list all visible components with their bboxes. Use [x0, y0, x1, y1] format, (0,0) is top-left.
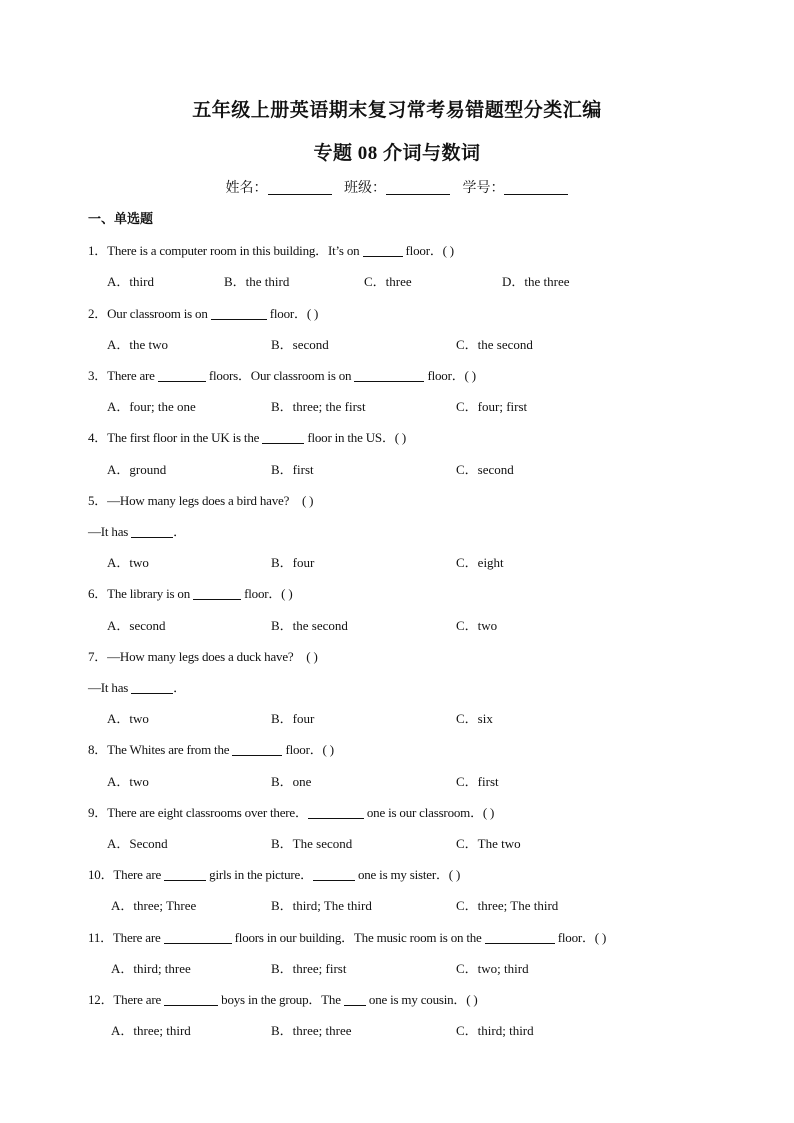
answer-blank[interactable] — [344, 993, 366, 1006]
answer-blank[interactable] — [131, 681, 173, 694]
question-number: 4． — [88, 430, 108, 445]
answer-blank[interactable] — [164, 868, 206, 881]
answer-blank[interactable] — [262, 431, 304, 444]
name-label: 姓名： — [225, 180, 268, 196]
question-number: 8． — [88, 742, 108, 757]
option-c[interactable]: C．first — [456, 774, 499, 789]
question-text: ． — [173, 680, 186, 695]
option-c[interactable]: C．four; first — [456, 399, 528, 414]
option-c[interactable]: C．eight — [456, 555, 504, 570]
option-b[interactable]: B．second — [271, 337, 329, 352]
option-a[interactable]: A．two — [107, 711, 149, 726]
question-text: —How many legs does a bird have? ( ) — [107, 493, 314, 508]
answer-blank[interactable] — [193, 587, 241, 600]
question-text: The library is on — [107, 586, 194, 601]
option-b[interactable]: B．three; first — [271, 961, 347, 976]
id-label: 学号： — [462, 180, 505, 196]
option-b[interactable]: B．one — [271, 774, 312, 789]
option-b[interactable]: B．The second — [271, 836, 353, 851]
question-text: —How many legs does a duck have? ( ) — [107, 649, 318, 664]
question-text: There is a computer room in this building．It’s on — [107, 243, 363, 258]
answer-blank[interactable] — [158, 369, 206, 382]
option-c[interactable]: C．two; third — [456, 961, 529, 976]
question-number: 3． — [88, 368, 108, 383]
option-a[interactable]: A．ground — [107, 462, 167, 477]
option-a[interactable]: A．second — [107, 618, 166, 633]
option-b[interactable]: B．three; the first — [271, 399, 366, 414]
answer-blank[interactable] — [313, 868, 355, 881]
answer-blank[interactable] — [308, 806, 364, 819]
option-a[interactable]: A．two — [107, 774, 149, 789]
question-text: girls in the picture． — [206, 867, 313, 882]
option-a[interactable]: A．the two — [107, 337, 169, 352]
option-c[interactable]: C．third; third — [456, 1023, 534, 1038]
question-text: one is my cousin．( ) — [365, 992, 478, 1007]
option-b[interactable]: B．three; three — [271, 1023, 352, 1038]
question-number: 5． — [88, 493, 108, 508]
answer-blank[interactable] — [211, 307, 267, 320]
page-title: 五年级上册英语期末复习常考易错题型分类汇编 — [192, 100, 602, 121]
option-b[interactable]: B．first — [271, 462, 314, 477]
option-c[interactable]: C．six — [456, 711, 493, 726]
section-title: 一、单选题 — [88, 212, 154, 227]
option-c[interactable]: C．three — [364, 274, 412, 289]
question-text: floor．( ) — [554, 930, 607, 945]
option-c[interactable]: C．the second — [456, 337, 533, 352]
name-blank[interactable] — [268, 180, 332, 195]
class-blank[interactable] — [386, 180, 450, 195]
question-number: 6． — [88, 586, 108, 601]
option-b[interactable]: B．third; The third — [271, 898, 372, 913]
question-5-answer-line — [88, 521, 186, 540]
question-text: floors in our building．The music room is on the — [231, 930, 485, 945]
option-a[interactable]: A．three; Three — [111, 898, 197, 913]
option-b[interactable]: B．the third — [224, 274, 290, 289]
question-number: 7． — [88, 649, 108, 664]
question-2 — [88, 303, 318, 322]
question-text: floor．( ) — [266, 306, 319, 321]
option-a[interactable]: A．three; third — [111, 1023, 191, 1038]
answer-blank[interactable] — [164, 993, 218, 1006]
answer-blank[interactable] — [363, 244, 403, 257]
question-text: The Whites are from the — [107, 742, 233, 757]
question-text: floors．Our classroom is on — [205, 368, 355, 383]
option-a[interactable]: A．third — [107, 274, 154, 289]
option-a[interactable]: A．two — [107, 555, 149, 570]
option-b[interactable]: B．four — [271, 555, 315, 570]
question-3 — [88, 365, 476, 384]
question-text: floor．( ) — [402, 243, 454, 258]
question-10 — [88, 864, 460, 883]
option-a[interactable]: A．Second — [107, 836, 168, 851]
question-number: 11． — [88, 930, 113, 945]
question-5 — [88, 490, 313, 509]
question-6 — [88, 583, 292, 602]
option-b[interactable]: B．four — [271, 711, 315, 726]
question-8 — [88, 739, 334, 758]
option-d[interactable]: D．the three — [502, 274, 570, 289]
question-text: There are — [112, 930, 164, 945]
question-text: one is my sister．( ) — [354, 867, 461, 882]
question-number: 1． — [88, 243, 108, 258]
question-11 — [88, 927, 606, 946]
student-info-row — [0, 177, 794, 197]
question-number: 2． — [88, 306, 108, 321]
id-blank[interactable] — [504, 180, 568, 195]
question-text: Our classroom is on — [107, 306, 211, 321]
answer-blank[interactable] — [232, 743, 282, 756]
question-number: 10． — [88, 867, 114, 882]
answer-blank[interactable] — [354, 369, 424, 382]
question-text: boys in the group．The — [218, 992, 344, 1007]
question-text: There are — [107, 368, 158, 383]
class-label: 班级： — [344, 180, 386, 196]
answer-blank[interactable] — [485, 931, 555, 944]
question-7-answer-line — [88, 677, 186, 696]
question-7 — [88, 646, 318, 665]
question-text: floor．( ) — [241, 586, 293, 601]
question-number: 9． — [88, 805, 108, 820]
option-a[interactable]: A．four; the one — [107, 399, 196, 414]
question-text: one is our classroom．( ) — [363, 805, 495, 820]
question-text: —It has — [88, 680, 132, 695]
option-b[interactable]: B．the second — [271, 618, 348, 633]
page-subtitle: 专题 08 介词与数词 — [313, 143, 481, 164]
question-text: —It has — [88, 524, 132, 539]
question-12 — [88, 989, 478, 1008]
question-text: The first floor in the UK is the — [107, 430, 263, 445]
question-text: ． — [173, 524, 186, 539]
answer-blank[interactable] — [131, 525, 173, 538]
question-number: 12． — [88, 992, 114, 1007]
option-c[interactable]: C．The two — [456, 836, 521, 851]
question-text: There are — [113, 992, 165, 1007]
option-a[interactable]: A．third; three — [111, 961, 191, 976]
answer-blank[interactable] — [164, 931, 232, 944]
option-c[interactable]: C．two — [456, 618, 498, 633]
question-text: There are eight classrooms over there． — [107, 805, 308, 820]
question-text: floor．( ) — [424, 368, 476, 383]
question-text: floor．( ) — [282, 742, 334, 757]
question-1 — [88, 240, 454, 259]
question-9 — [88, 802, 494, 821]
question-text: There are — [113, 867, 165, 882]
question-4 — [88, 427, 406, 446]
question-text: floor in the US．( ) — [304, 430, 407, 445]
option-c[interactable]: C．second — [456, 462, 514, 477]
option-c[interactable]: C．three; The third — [456, 898, 559, 913]
